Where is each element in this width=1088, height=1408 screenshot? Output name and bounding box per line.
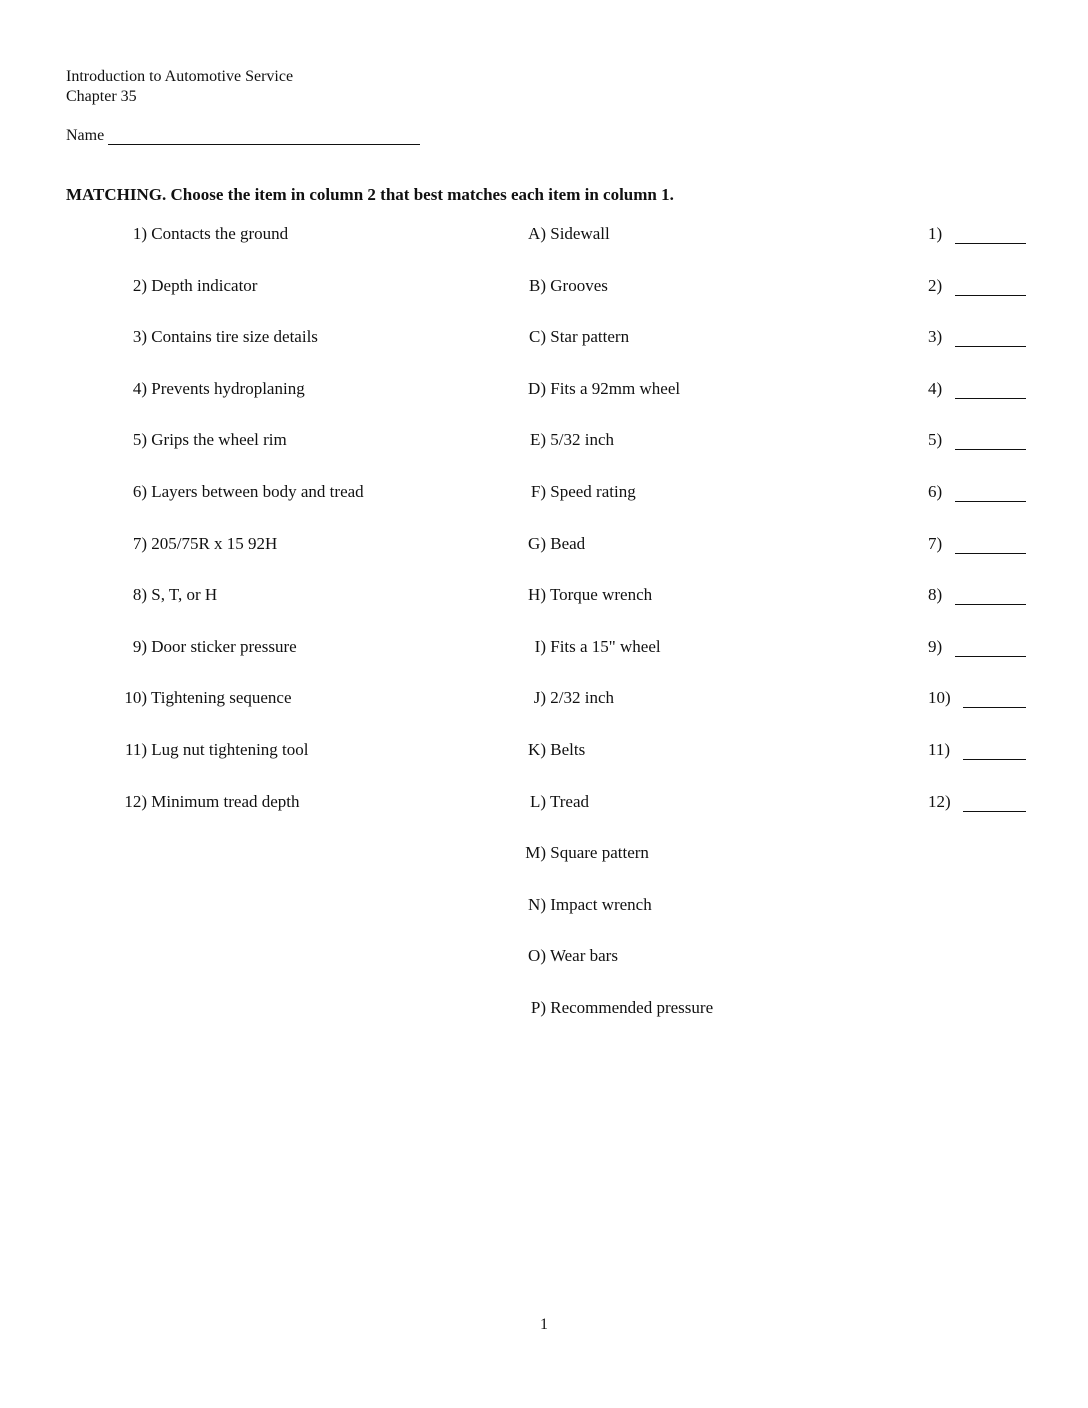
column2-item-g <box>520 534 585 554</box>
column2-item-text: Wear bars <box>549 946 618 966</box>
column1-item-text: Tightening sequence <box>150 688 292 708</box>
column2-item-n <box>520 895 652 915</box>
column2-item-f <box>520 482 636 502</box>
column2-item-k <box>520 740 585 760</box>
column2-item-text: 2/32 inch <box>550 688 614 708</box>
answer-blank-7[interactable] <box>955 553 1026 554</box>
column2-item-letter: A) <box>528 224 546 243</box>
column1-item-text: Layers between body and tread <box>151 482 364 501</box>
column2-item-letter: H) <box>528 585 546 605</box>
column2-item-c <box>520 327 629 347</box>
column2-item-text: Speed rating <box>550 482 636 501</box>
column1-item-text: S, T, or H <box>151 585 218 605</box>
answer-blank-10[interactable] <box>963 707 1026 708</box>
column1-item-2 <box>119 276 257 296</box>
answer-label-5: 5) <box>928 430 943 450</box>
answer-blank-2[interactable] <box>955 295 1026 296</box>
column1-item-number: 3) <box>132 327 147 347</box>
answer-blank-8[interactable] <box>955 604 1026 605</box>
column2-item-letter: P) <box>530 998 546 1017</box>
column1-item-number: 11) <box>124 740 147 759</box>
column2-item-text: Fits a 92mm wheel <box>550 378 681 398</box>
column2-item-text: Fits a 15" wheel <box>550 636 661 656</box>
column1-item-text: Contacts the ground <box>151 224 289 243</box>
column1-item-text: Minimum tread depth <box>151 791 300 811</box>
answer-label-8: 8) <box>928 585 943 605</box>
chapter-label: Chapter 35 <box>66 88 137 105</box>
answer-blank-5[interactable] <box>955 449 1026 450</box>
column2-item-letter: J) <box>533 688 546 708</box>
answer-label-9: 9) <box>928 636 943 656</box>
column2-item-letter: L) <box>529 791 546 811</box>
name-label: Name <box>66 127 105 144</box>
column1-item-6 <box>119 482 364 502</box>
column1-item-text: Door sticker pressure <box>151 636 297 656</box>
column1-item-11 <box>119 740 309 760</box>
answer-blank-3[interactable] <box>955 346 1026 347</box>
column2-item-p <box>520 998 713 1018</box>
column2-item-text: Star pattern <box>550 327 630 347</box>
answer-blank-4[interactable] <box>955 398 1026 399</box>
answer-label-7: 7) <box>928 533 943 553</box>
column1-item-5 <box>119 430 287 450</box>
column2-item-d <box>520 379 680 399</box>
column2-item-text: Torque wrench <box>549 585 653 605</box>
answer-blank-1[interactable] <box>955 243 1026 244</box>
column2-item-text: Square pattern <box>550 843 649 863</box>
column1-item-text: Lug nut tightening tool <box>151 740 309 759</box>
answer-label-11: 11) <box>928 740 951 759</box>
answer-blank-12[interactable] <box>963 811 1026 812</box>
column1-item-8 <box>119 585 217 605</box>
answer-label-10: 10) <box>928 688 951 708</box>
column2-item-j <box>520 688 614 708</box>
column2-item-text: Impact wrench <box>550 894 652 914</box>
column2-item-letter: M) <box>525 843 546 863</box>
column2-item-letter: I) <box>534 636 546 656</box>
column2-item-letter: O) <box>528 946 546 966</box>
column1-item-text: Depth indicator <box>151 275 258 295</box>
column2-item-text: Grooves <box>550 275 608 295</box>
column2-item-letter: E) <box>529 430 546 450</box>
column1-item-number: 2) <box>132 275 147 295</box>
column2-item-text: Recommended pressure <box>550 998 714 1017</box>
column1-item-text: Prevents hydroplaning <box>151 378 305 398</box>
column2-item-letter: D) <box>528 378 546 398</box>
column1-item-number: 10) <box>124 688 147 708</box>
column1-item-1 <box>119 224 288 244</box>
answer-label-1: 1) <box>928 224 943 243</box>
column1-item-text: Contains tire size details <box>151 327 318 347</box>
course-title: Introduction to Automotive Service <box>66 68 294 85</box>
column2-item-m <box>520 843 649 863</box>
answer-blank-11[interactable] <box>963 759 1026 760</box>
column2-item-text: Tread <box>549 791 589 811</box>
name-blank-line[interactable] <box>108 144 420 145</box>
column2-item-text: Sidewall <box>550 224 610 243</box>
column1-item-3 <box>119 327 318 347</box>
column1-item-number: 5) <box>132 430 147 450</box>
column1-item-number: 7) <box>132 533 147 553</box>
column2-item-e <box>520 430 614 450</box>
column2-item-text: Belts <box>550 740 586 759</box>
column2-item-letter: K) <box>528 740 546 759</box>
column2-item-letter: C) <box>529 327 546 347</box>
column1-item-7 <box>119 534 277 554</box>
column1-item-10 <box>119 688 292 708</box>
column1-item-number: 1) <box>132 224 147 243</box>
column2-item-letter: B) <box>529 275 546 295</box>
answer-blank-6[interactable] <box>955 501 1026 502</box>
answer-label-4: 4) <box>928 378 943 398</box>
answer-label-12: 12) <box>928 791 951 811</box>
column2-item-text: 5/32 inch <box>550 430 614 450</box>
column1-item-number: 12) <box>124 791 147 811</box>
column1-item-12 <box>119 792 300 812</box>
column2-item-letter: F) <box>530 482 546 501</box>
column1-item-number: 6) <box>132 482 147 501</box>
column2-item-b <box>520 276 608 296</box>
column1-item-4 <box>119 379 305 399</box>
column2-item-letter: N) <box>528 894 546 914</box>
column1-item-text: Grips the wheel rim <box>151 430 287 450</box>
column1-item-number: 9) <box>132 636 147 656</box>
column2-item-h <box>520 585 652 605</box>
answer-label-2: 2) <box>928 275 943 295</box>
column2-item-a <box>520 224 610 244</box>
column2-item-o <box>520 946 618 966</box>
column1-item-9 <box>119 637 297 657</box>
column1-item-number: 4) <box>132 378 147 398</box>
column2-item-l <box>520 792 589 812</box>
answer-blank-9[interactable] <box>955 656 1026 657</box>
column2-item-i <box>520 637 661 657</box>
column2-item-text: Bead <box>550 533 586 553</box>
answer-label-6: 6) <box>928 482 943 501</box>
instructions: MATCHING. Choose the item in column 2 that best matches each item in column 1. <box>66 185 674 204</box>
column1-item-text: 205/75R x 15 92H <box>151 533 278 553</box>
page-number: 1 <box>540 1316 548 1333</box>
answer-label-3: 3) <box>928 327 943 347</box>
column1-item-number: 8) <box>132 585 147 605</box>
column2-item-letter: G) <box>528 533 546 553</box>
